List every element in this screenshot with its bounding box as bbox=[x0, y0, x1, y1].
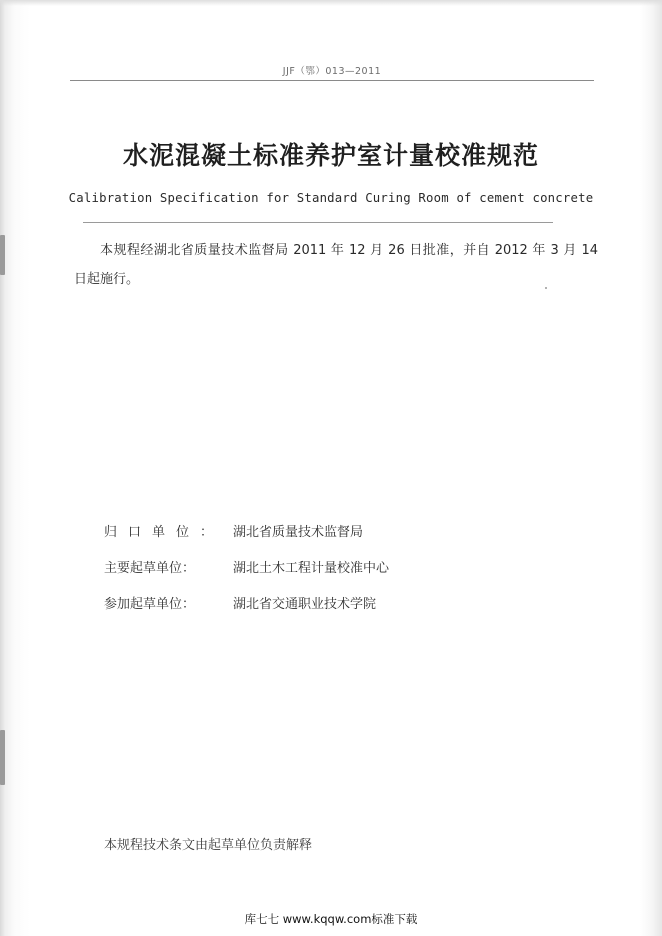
org-row-main-drafter bbox=[104, 557, 389, 593]
site-watermark: 库七七 www.kqqw.com标准下载 bbox=[244, 912, 418, 926]
org-value: 湖北省质量技术监督局 bbox=[233, 525, 364, 540]
org-value: 湖北省交通职业技术学院 bbox=[233, 597, 377, 612]
org-value: 湖北土木工程计量校准中心 bbox=[233, 561, 390, 576]
chinese-title: 水泥混凝土标准养护室计量校准规范 bbox=[122, 141, 539, 170]
drafting-organizations bbox=[104, 521, 389, 629]
org-row-responsible bbox=[104, 521, 389, 557]
binding-mark bbox=[0, 235, 5, 275]
org-label: 主要起草单位： bbox=[104, 561, 196, 576]
english-title: Calibration Specification for Standard Curing Room of cement concrete bbox=[68, 191, 594, 205]
org-row-participating-drafter bbox=[104, 593, 389, 629]
org-label: 参加起草单位： bbox=[104, 597, 196, 612]
scan-speck bbox=[545, 287, 547, 289]
interpretation-note: 本规程技术条文由起草单位负责解释 bbox=[104, 838, 313, 853]
approval-statement: 本规程经湖北省质量技术监督局 2011 年 12 月 26 日批准，并自 2012 年 3 月 14 日起施行。 bbox=[74, 243, 598, 287]
page-top-edge-shadow bbox=[0, 0, 662, 6]
title-rule bbox=[83, 222, 553, 223]
org-label: 归口单位： bbox=[104, 525, 214, 540]
header-rule bbox=[70, 80, 594, 81]
binding-mark bbox=[0, 730, 5, 785]
standard-code-header: JJF（鄂）013—2011 bbox=[282, 66, 382, 77]
